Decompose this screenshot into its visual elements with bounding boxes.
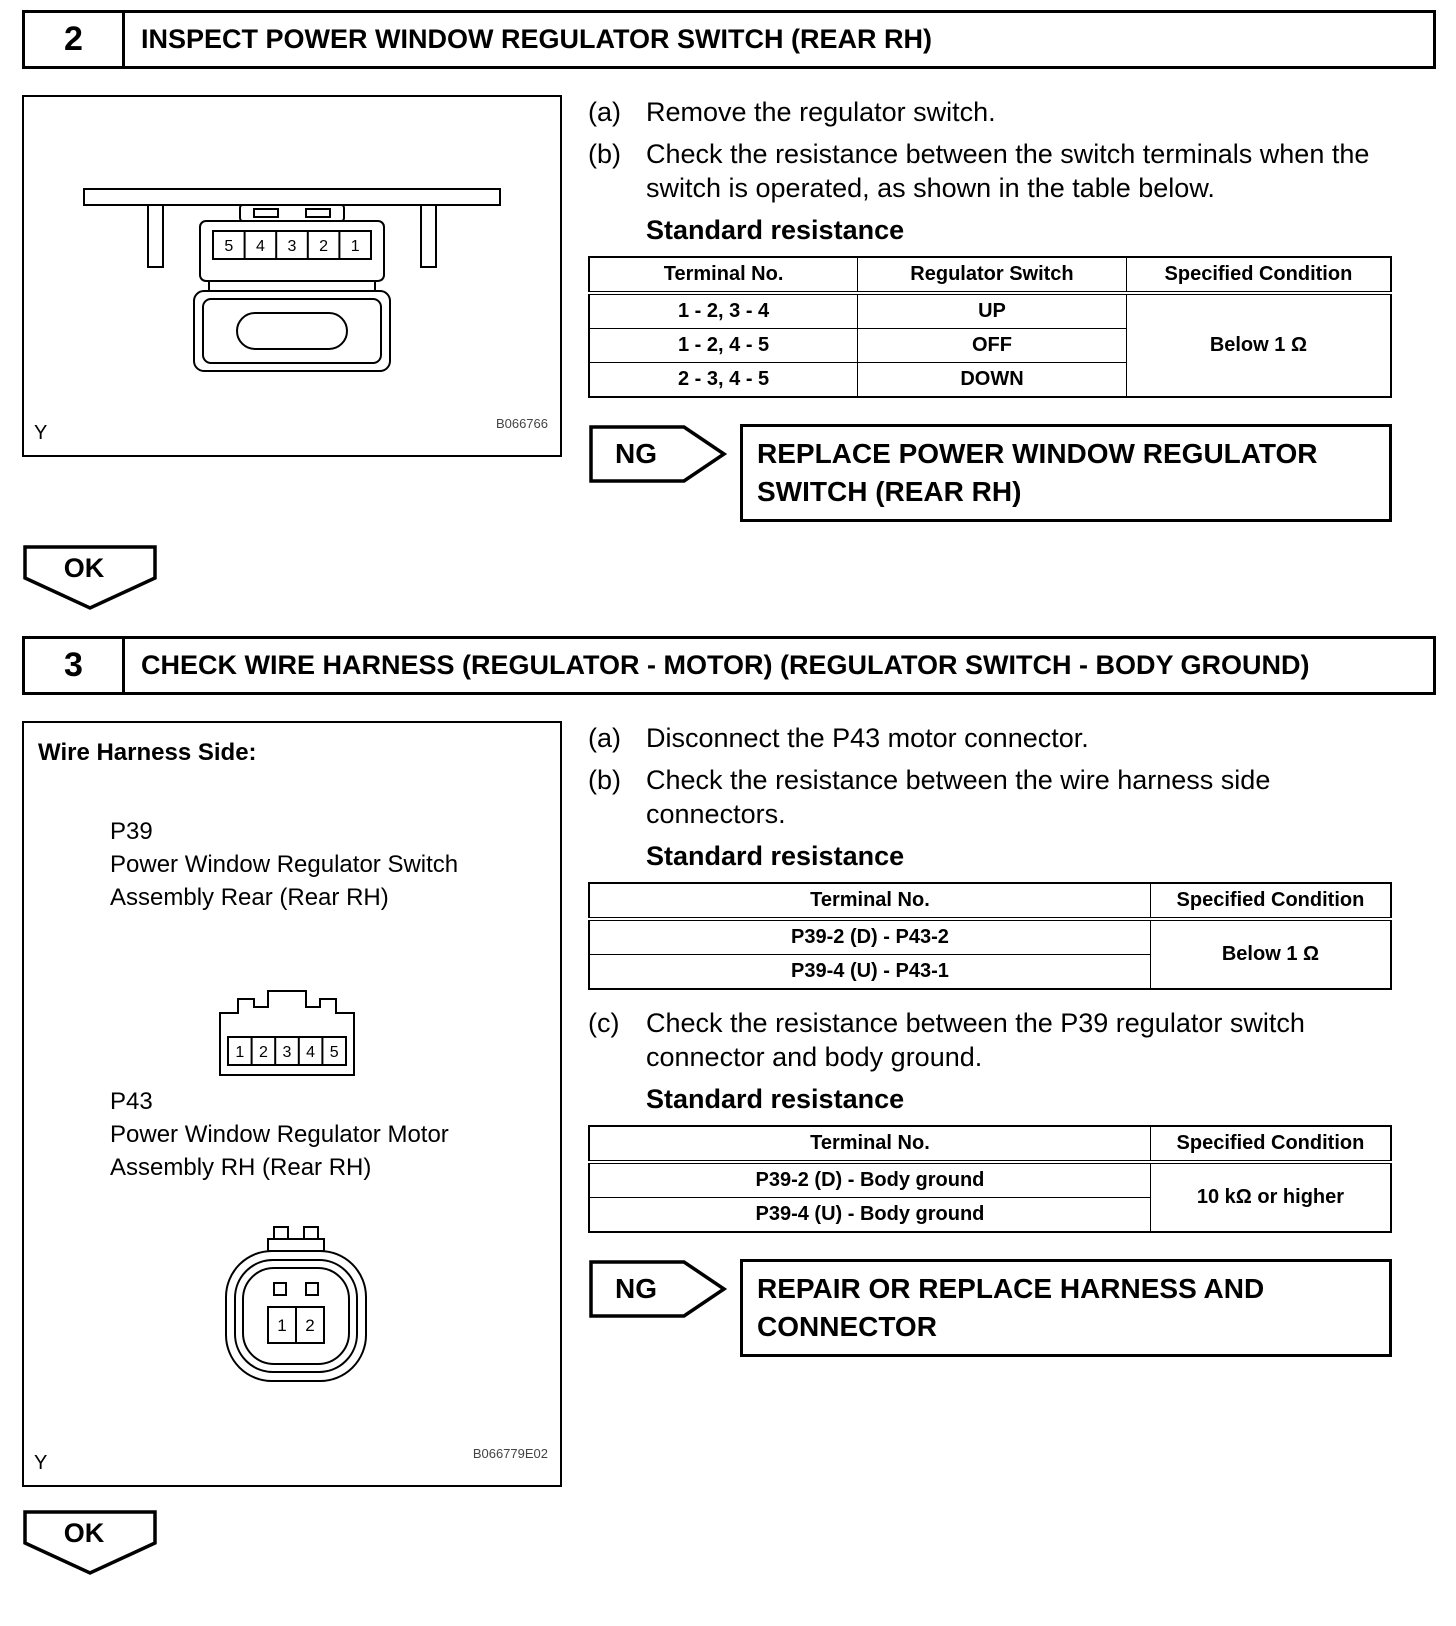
step3-harness-table <box>588 882 1392 990</box>
step-item-a <box>588 95 1392 129</box>
terminal-number: 4 <box>306 1043 316 1061</box>
step2-ng-action: REPLACE POWER WINDOW REGULATOR SWITCH (REAR RH) <box>740 424 1392 522</box>
step-item-c <box>588 1006 1392 1074</box>
p39-connector-caption <box>110 815 458 914</box>
step3-ng-branch <box>588 1259 1392 1357</box>
condition-cell: Below 1 Ω <box>1150 919 1391 989</box>
step2-resistance-table <box>588 256 1392 398</box>
step-item-label: (a) <box>588 97 621 128</box>
terminal-cell: P39-2 (D) - Body ground <box>589 1162 1150 1198</box>
step2-number: 2 <box>25 13 125 66</box>
standard-resistance-label: Standard resistance <box>646 215 905 246</box>
terminal-number: 2 <box>305 1315 315 1335</box>
p39-name-line1: Power Window Regulator Switch <box>110 850 459 878</box>
ng-arrow-icon <box>588 424 728 484</box>
terminal-number: 1 <box>350 238 360 256</box>
step-item-label: (c) <box>588 1007 620 1038</box>
step-item-text: Check the resistance between the switch terminals when the switch is operated, as shown in the table below. <box>646 139 1370 204</box>
column-header-terminal: Terminal No. <box>589 257 858 293</box>
figure-code: B066766 <box>495 416 548 432</box>
step3-header <box>22 636 1436 695</box>
ok-label: OK <box>63 552 105 583</box>
step-item-label: (a) <box>588 722 621 753</box>
standard-resistance-label: Standard resistance <box>646 1083 905 1114</box>
step-item-text: Check the resistance between the P39 regulator switch connector and body ground. <box>646 1007 1305 1072</box>
step2-instructions <box>588 95 1392 522</box>
ok-arrow-icon <box>22 1509 158 1577</box>
condition-cell: 10 kΩ or higher <box>1150 1162 1391 1232</box>
ng-label: NG <box>615 1272 657 1304</box>
column-header-switch: Regulator Switch <box>858 257 1127 293</box>
step2-ok-marker <box>22 544 158 612</box>
p39-connector-diagram <box>212 979 362 1077</box>
step3-figure <box>22 721 562 1487</box>
standard-resistance-label: Standard resistance <box>646 840 905 871</box>
wire-harness-side-heading: Wire Harness Side: <box>38 738 257 766</box>
terminal-number: 2 <box>258 1043 268 1061</box>
step3-title: CHECK WIRE HARNESS (REGULATOR - MOTOR) (REGULATOR SWITCH - BODY GROUND) <box>141 649 1310 680</box>
switch-cell: UP <box>858 293 1127 329</box>
step-item-b <box>588 137 1392 205</box>
step-item-a <box>588 721 1392 755</box>
step-item-text: Disconnect the P43 motor connector. <box>646 722 1089 753</box>
ok-arrow-icon <box>22 544 158 612</box>
p43-connector-caption <box>110 1085 449 1184</box>
step2-content <box>22 95 1392 522</box>
column-header-condition: Specified Condition <box>1150 883 1391 919</box>
switch-cell: DOWN <box>858 363 1127 398</box>
terminal-number: 4 <box>255 238 265 256</box>
step2-title: INSPECT POWER WINDOW REGULATOR SWITCH (REAR RH) <box>141 24 932 54</box>
table-row <box>589 1162 1391 1198</box>
step2-figure <box>22 95 562 457</box>
terminal-number: 3 <box>282 1043 292 1061</box>
p43-code: P43 <box>110 1087 153 1115</box>
column-header-condition: Specified Condition <box>1150 1126 1391 1162</box>
step3-content <box>22 721 1392 1487</box>
step3-ng-action: REPAIR OR REPLACE HARNESS AND CONNECTOR <box>740 1259 1392 1357</box>
column-header-terminal: Terminal No. <box>589 1126 1150 1162</box>
p43-name-line2: Assembly RH (Rear RH) <box>110 1154 372 1182</box>
step3-number: 3 <box>25 639 125 692</box>
figure-corner-label: Y <box>34 422 48 445</box>
p43-name-line1: Power Window Regulator Motor <box>110 1120 449 1148</box>
terminal-cell: 2 - 3, 4 - 5 <box>589 363 858 398</box>
column-header-terminal: Terminal No. <box>589 883 1150 919</box>
step-item-label: (b) <box>588 764 621 795</box>
table-row <box>589 919 1391 955</box>
terminal-number: 1 <box>277 1315 287 1335</box>
step-item-b <box>588 763 1392 831</box>
step-item-text: Check the resistance between the wire harness side connectors. <box>646 764 1271 829</box>
regulator-switch-connector-diagram <box>72 183 512 378</box>
figure-code: B066779E02 <box>472 1445 548 1461</box>
step3-body-ground-table <box>588 1125 1392 1233</box>
table-row <box>589 293 1391 329</box>
step3-ok-marker <box>22 1509 158 1577</box>
ng-arrow-icon <box>588 1259 728 1319</box>
terminal-cell: P39-2 (D) - P43-2 <box>589 919 1150 955</box>
step2-header <box>22 10 1436 69</box>
terminal-cell: P39-4 (U) - Body ground <box>589 1197 1150 1232</box>
terminal-number: 5 <box>329 1043 339 1061</box>
terminal-number: 2 <box>319 238 329 256</box>
step3-instructions <box>588 721 1392 1487</box>
p43-connector-diagram <box>216 1221 376 1389</box>
step-item-text: Remove the regulator switch. <box>646 97 996 128</box>
column-header-condition: Specified Condition <box>1126 257 1391 293</box>
terminal-number: 5 <box>224 238 234 256</box>
figure-corner-label: Y <box>34 1451 48 1474</box>
terminal-cell: P39-4 (U) - P43-1 <box>589 954 1150 989</box>
ng-label: NG <box>615 438 657 470</box>
step-item-label: (b) <box>588 139 621 170</box>
ok-label: OK <box>63 1517 105 1548</box>
p39-name-line2: Assembly Rear (Rear RH) <box>110 884 389 912</box>
terminal-cell: 1 - 2, 3 - 4 <box>589 293 858 329</box>
switch-cell: OFF <box>858 329 1127 363</box>
condition-cell: Below 1 Ω <box>1126 293 1391 397</box>
terminal-number: 1 <box>235 1043 245 1061</box>
step2-ng-branch <box>588 424 1392 522</box>
terminal-number: 3 <box>287 238 297 256</box>
p39-code: P39 <box>110 817 153 845</box>
terminal-cell: 1 - 2, 4 - 5 <box>589 329 858 363</box>
